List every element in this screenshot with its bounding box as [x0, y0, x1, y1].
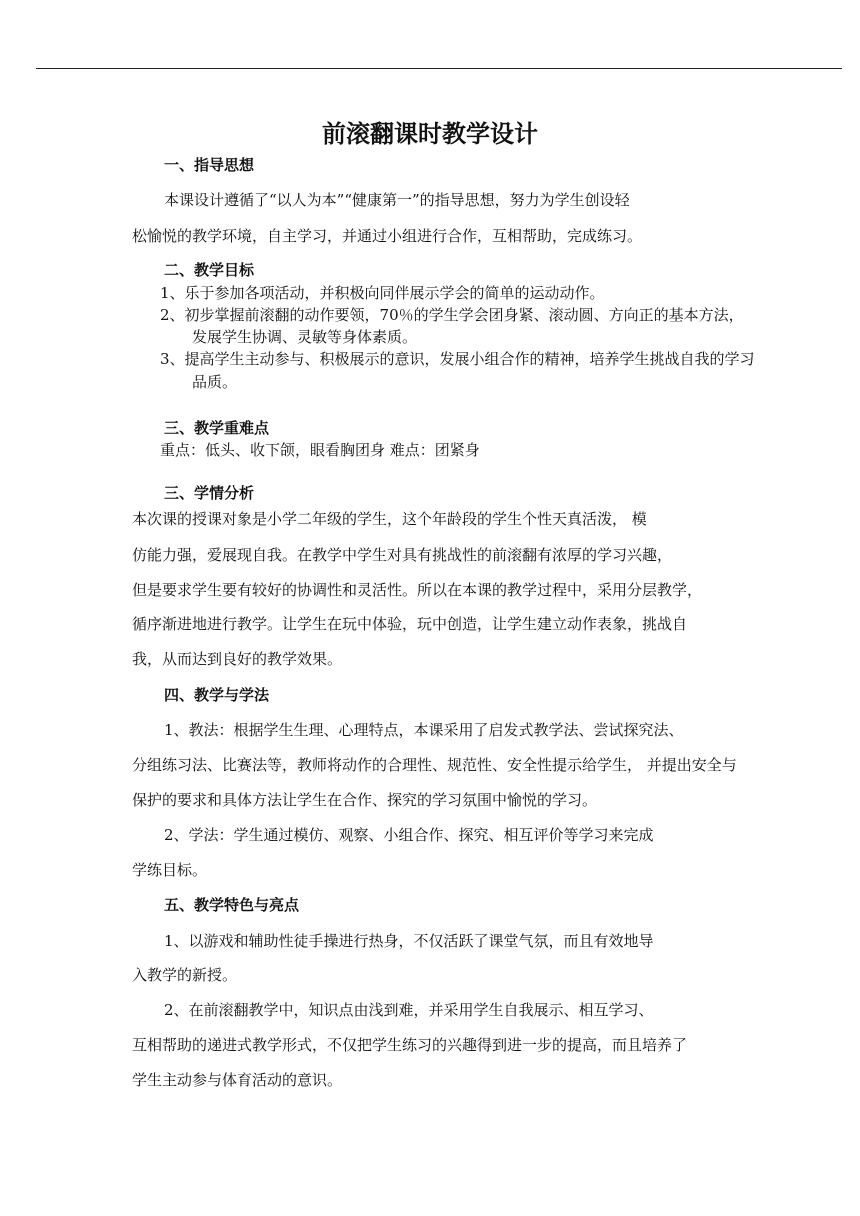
section-heading-methods: 四、教学与学法: [164, 686, 270, 704]
list-item-continuation: 发展学生协调、灵敏等身体素质。: [192, 328, 418, 346]
paragraph-line: 2、学法：学生通过模仿、观察、小组合作、探究、相互评价等学习来完成: [164, 826, 654, 844]
page-title: 前滚翻课时教学设计: [322, 119, 538, 148]
list-item-continuation: 品质。: [192, 373, 238, 391]
paragraph-line: 重点：低头、收下颌，眼看胸团身 难点：团紧身: [160, 441, 480, 459]
paragraph-line: 松愉悦的教学环境，自主学习，并通过小组进行合作，互相帮助，完成练习。: [132, 227, 643, 245]
paragraph-line: 仿能力强，爱展现自我。在教学中学生对具有挑战性的前滚翻有浓厚的学习兴趣，: [132, 546, 673, 564]
section-heading-guiding-thought: 一、指导思想: [164, 156, 255, 174]
paragraph-line: 2、在前滚翻教学中，知识点由浅到难，并采用学生自我展示、相互学习、: [164, 1001, 654, 1019]
list-item: 1、乐于参加各项活动，并积极向同伴展示学会的简单的运动动作。: [160, 284, 605, 302]
section-heading-highlights: 五、教学特色与亮点: [164, 896, 300, 914]
section-heading-key-points: 三、教学重难点: [164, 419, 270, 437]
header-rule: [36, 68, 842, 69]
paragraph-line: 但是要求学生要有较好的协调性和灵活性。所以在本课的教学过程中，采用分层教学，: [132, 581, 703, 599]
section-heading-student-analysis: 三、学情分析: [164, 484, 255, 502]
paragraph-line: 保护的要求和具体方法让学生在合作、探究的学习氛围中愉悦的学习。: [132, 791, 598, 809]
paragraph-line: 入教学的新授。: [132, 966, 238, 984]
paragraph-line: 循序渐进地进行教学。让学生在玩中体验，玩中创造，让学生建立动作表象，挑战自: [132, 615, 688, 633]
paragraph-line: 我，从而达到良好的教学效果。: [132, 650, 343, 668]
list-item: 3、提高学生主动参与、积极展示的意识，发展小组合作的精神，培养学生挑战自我的学习: [160, 350, 755, 368]
section-heading-teaching-goals: 二、教学目标: [164, 261, 255, 279]
paragraph-line: 分组练习法、比赛法等，教师将动作的合理性、规范性、安全性提示给学生， 并提出安全与: [132, 756, 737, 774]
paragraph-line: 本课设计遵循了“以人为本”“健康第一”的指导思想，努力为学生创设轻: [164, 191, 630, 209]
paragraph-line: 本次课的授课对象是小学二年级的学生，这个年龄段的学生个性天真活泼， 模: [132, 510, 647, 528]
paragraph-line: 学生主动参与体育活动的意识。: [132, 1071, 343, 1089]
paragraph-line: 学练目标。: [132, 861, 208, 879]
paragraph-line: 1、教法：根据学生生理、心理特点，本课采用了启发式教学法、尝试探究法、: [164, 721, 684, 739]
paragraph-line: 互相帮助的递进式教学形式，不仅把学生练习的兴趣得到进一步的提高，而且培养了: [132, 1036, 688, 1054]
list-item: 2、初步掌握前滚翻的动作要领，70％的学生学会团身紧、滚动圆、方向正的基本方法，: [160, 306, 744, 324]
paragraph-line: 1、以游戏和辅助性徒手操进行热身，不仅活跃了课堂气氛，而且有效地导: [164, 932, 654, 950]
